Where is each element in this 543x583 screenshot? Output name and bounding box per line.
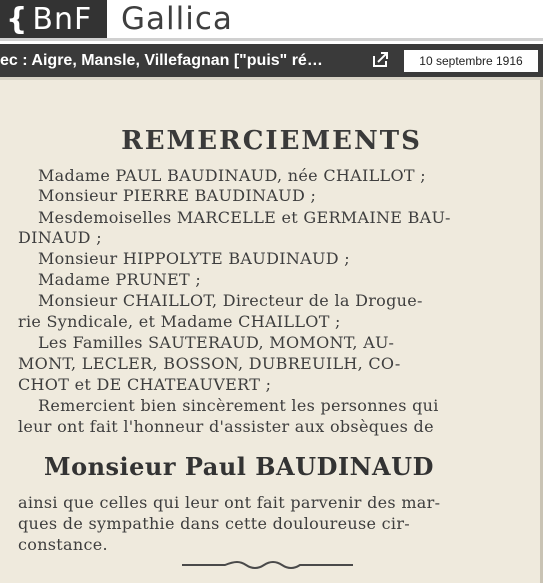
text-line: Madame PAUL BAUDINAUD, née CHAILLOT ; bbox=[38, 166, 426, 185]
document-title-bar bbox=[0, 41, 543, 77]
ornament-divider bbox=[180, 558, 355, 572]
text-line: Les Familles SAUTERAUD, MOMONT, AU- bbox=[38, 333, 395, 352]
clipping-heading: REMERCIEMENTS bbox=[121, 126, 422, 156]
text-line: Madame PRUNET ; bbox=[38, 270, 202, 289]
top-brand-bar bbox=[0, 0, 543, 38]
bnf-logo[interactable] bbox=[0, 0, 107, 38]
logo-text: BnF bbox=[32, 1, 93, 37]
text-line: MONT, LECLER, BOSSON, DUBREUILH, CO- bbox=[18, 354, 401, 373]
text-line: DINAUD ; bbox=[18, 228, 102, 247]
text-line: constance. bbox=[18, 535, 108, 554]
text-line: Remercient bien sincèrement les personnes qui bbox=[38, 396, 439, 415]
site-name[interactable]: Gallica bbox=[121, 1, 233, 37]
document-date[interactable]: 10 septembre 1916 bbox=[404, 50, 538, 72]
text-line: CHOT et DE CHATEAUVERT ; bbox=[18, 375, 272, 394]
newspaper-clipping bbox=[0, 77, 543, 583]
text-line: rie Syndicale, et Madame CHAILLOT ; bbox=[18, 312, 341, 331]
text-line: ainsi que celles qui leur ont fait parvenir des mar- bbox=[18, 493, 441, 512]
text-line: Monsieur CHAILLOT, Directeur de la Drogue- bbox=[38, 291, 423, 310]
text-line: leur ont fait l'honneur d'assister aux obsèques de bbox=[18, 417, 434, 436]
text-line: Monsieur PIERRE BAUDINAUD ; bbox=[38, 186, 317, 205]
deceased-name: Monsieur Paul BAUDINAUD bbox=[44, 452, 434, 481]
document-title[interactable]: ec : Aigre, Mansle, Villefagnan ["puis" ré… bbox=[0, 51, 323, 69]
text-line: Mesdemoiselles MARCELLE et GERMAINE BAU- bbox=[38, 208, 451, 227]
logo-brace: { bbox=[6, 1, 29, 37]
share-icon[interactable] bbox=[360, 48, 392, 74]
text-line: ques de sympathie dans cette douloureuse cir- bbox=[18, 514, 410, 533]
text-line: Monsieur HIPPOLYTE BAUDINAUD ; bbox=[38, 249, 350, 268]
